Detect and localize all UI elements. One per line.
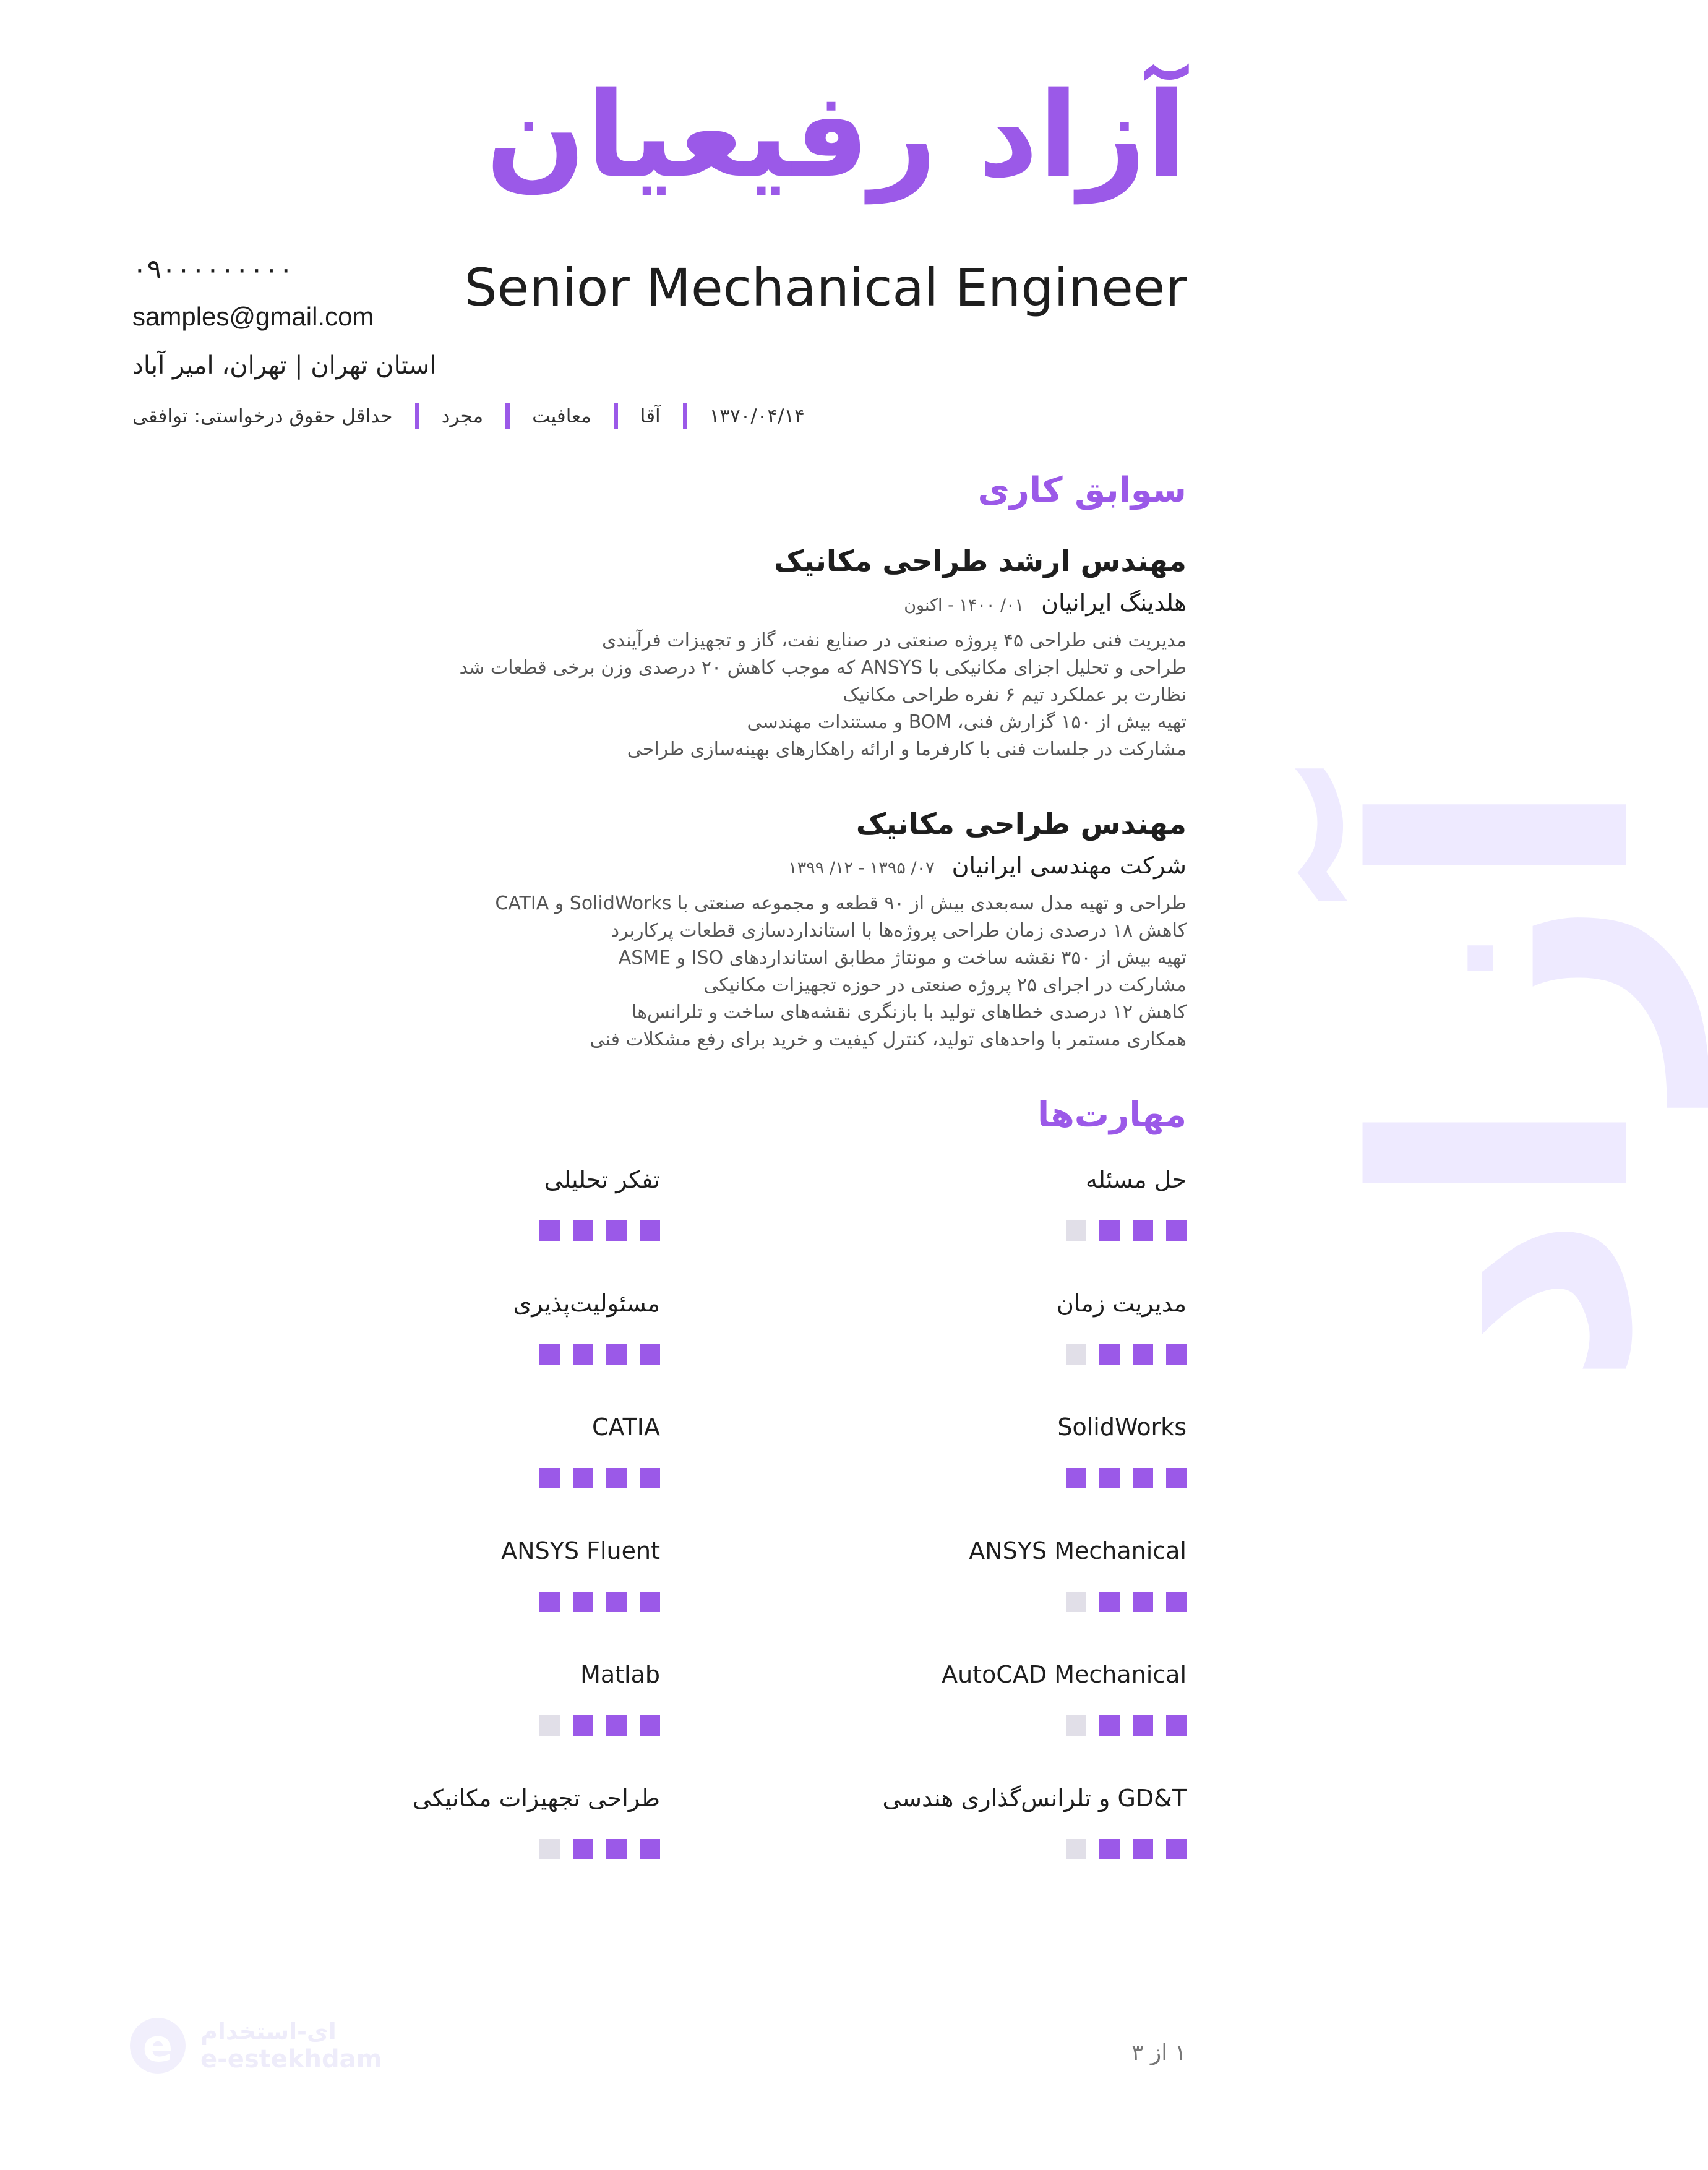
birth-date: ۱۳۷۰/۰۴/۱۴: [709, 405, 805, 427]
phone-number: ۰۹۰۰۰۰۰۰۰۰۰: [132, 254, 293, 285]
skill-level-square: [1166, 1839, 1187, 1859]
skill-level-meter: [1057, 1468, 1187, 1488]
skill-item: [539, 1166, 660, 1241]
job-bullet: طراحی و تهیه مدل سه‌بعدی بیش از ۹۰ قطعه و مجموعه صنعتی با SolidWorks و CATIA: [495, 893, 1187, 914]
skill-item: [882, 1785, 1187, 1859]
skill-level-square: [539, 1839, 560, 1859]
skill-item: [501, 1537, 660, 1612]
skill-level-square: [1066, 1468, 1086, 1488]
skill-name: حل مسئله: [1085, 1166, 1187, 1193]
job-bullet: کاهش ۱۸ درصدی زمان طراحی پروژه‌ها با استانداردسازی قطعات پرکاربرد: [611, 920, 1187, 941]
job-title: Senior Mechanical Engineer: [464, 257, 1187, 318]
separator: [683, 403, 687, 429]
skill-level-square: [1099, 1592, 1120, 1612]
page-number: ۱ از ۳: [1131, 2040, 1187, 2065]
skill-level-square: [640, 1715, 660, 1736]
logo-mark: e: [130, 2018, 186, 2074]
skill-name: SolidWorks: [1057, 1413, 1187, 1441]
gender: آقا: [640, 405, 661, 427]
job-entry: [320, 544, 1187, 763]
skill-level-square: [606, 1344, 627, 1365]
contact-block: [132, 254, 436, 401]
skill-item: [1057, 1413, 1187, 1488]
skill-level-meter: [413, 1839, 660, 1859]
skill-level-square: [1099, 1715, 1120, 1736]
skill-level-square: [1133, 1468, 1153, 1488]
job-role: مهندس ارشد طراحی مکانیک: [773, 544, 1187, 578]
skill-item: [539, 1661, 660, 1736]
skills-heading: مهارت‌ها: [1037, 1095, 1187, 1135]
skill-level-square: [606, 1839, 627, 1859]
job-bullet: همکاری مستمر با واحدهای تولید، کنترل کیفیت و خرید برای رفع مشکلات فنی: [590, 1029, 1187, 1050]
skill-level-square: [1166, 1468, 1187, 1488]
skill-level-square: [1166, 1715, 1187, 1736]
job-bullet: مشارکت در جلسات فنی با کارفرما و ارائه راهکارهای بهینه‌سازی طراحی: [627, 739, 1187, 760]
name-watermark: آزاد: [1305, 775, 1708, 1390]
skill-name: تفکر تحلیلی: [544, 1166, 660, 1193]
skill-name: CATIA: [592, 1413, 660, 1441]
skill-level-square: [640, 1344, 660, 1365]
skill-level-square: [573, 1592, 593, 1612]
logo-text-en: e-estekhdam: [200, 2045, 382, 2074]
skill-level-square: [539, 1592, 560, 1612]
skill-item: [513, 1290, 660, 1365]
skill-level-meter: [539, 1220, 660, 1241]
skill-level-square: [606, 1220, 627, 1241]
skill-level-square: [1133, 1715, 1153, 1736]
skill-level-square: [1066, 1592, 1086, 1612]
skill-level-square: [539, 1344, 560, 1365]
skill-level-meter: [1066, 1220, 1187, 1241]
skill-level-square: [539, 1468, 560, 1488]
skill-level-meter: [513, 1344, 660, 1365]
skill-level-square: [1099, 1839, 1120, 1859]
company-line: [320, 852, 1187, 888]
company-line: [320, 589, 1187, 625]
skill-level-meter: [882, 1839, 1187, 1859]
job-bullet: طراحی و تحلیل اجزای مکانیکی با ANSYS که موجب کاهش ۲۰ درصدی وزن برخی قطعات شد: [459, 657, 1187, 679]
skill-level-meter: [501, 1592, 660, 1612]
skill-level-square: [1133, 1839, 1153, 1859]
skill-level-square: [640, 1592, 660, 1612]
skill-item: [413, 1785, 660, 1859]
skill-level-square: [573, 1839, 593, 1859]
experience-heading: سوابق کاری: [977, 470, 1187, 510]
skill-level-square: [1099, 1468, 1120, 1488]
skill-level-square: [573, 1715, 593, 1736]
skill-level-square: [1133, 1220, 1153, 1241]
marital-status: مجرد: [441, 405, 484, 427]
separator: [614, 403, 618, 429]
skill-level-meter: [1057, 1344, 1187, 1365]
skill-level-square: [1133, 1344, 1153, 1365]
skill-level-square: [573, 1344, 593, 1365]
skill-name: GD&T و تلرانس‌گذاری هندسی: [882, 1785, 1187, 1812]
skill-level-square: [573, 1468, 593, 1488]
skill-level-square: [539, 1220, 560, 1241]
job-bullets: [320, 627, 1187, 763]
logo-text-fa: ای-استخدام: [200, 2018, 337, 2045]
skill-name: مدیریت زمان: [1056, 1290, 1187, 1317]
skill-name: Matlab: [580, 1661, 660, 1688]
footer-logo: [130, 2018, 382, 2074]
skill-item: [1066, 1166, 1187, 1241]
skill-level-square: [1066, 1220, 1086, 1241]
skill-level-square: [606, 1592, 627, 1612]
skill-level-square: [606, 1468, 627, 1488]
job-bullet: تهیه بیش از ۳۵۰ نقشه ساخت و مونتاژ مطابق استانداردهای ISO و ASME: [618, 947, 1187, 969]
skill-level-square: [1166, 1220, 1187, 1241]
skill-item: [942, 1661, 1187, 1736]
skill-level-meter: [539, 1715, 660, 1736]
skill-level-square: [640, 1468, 660, 1488]
separator: [505, 403, 510, 429]
salary-expectation: حداقل حقوق درخواستی: توافقی: [132, 405, 393, 427]
skill-level-meter: [969, 1592, 1187, 1612]
skill-level-square: [1099, 1344, 1120, 1365]
skill-level-meter: [539, 1468, 660, 1488]
separator: [415, 403, 419, 429]
job-bullet: نظارت بر عملکرد تیم ۶ نفره طراحی مکانیک: [843, 684, 1187, 706]
skill-level-square: [1099, 1220, 1120, 1241]
skill-level-square: [1166, 1344, 1187, 1365]
job-bullet: مدیریت فنی طراحی ۴۵ پروژه صنعتی در صنایع نفت، گاز و تجهیزات فرآیندی: [601, 630, 1187, 651]
skill-name: ANSYS Fluent: [501, 1537, 660, 1564]
job-bullet: مشارکت در اجرای ۲۵ پروژه صنعتی در حوزه تجهیزات مکانیکی: [703, 974, 1187, 996]
skill-item: [539, 1413, 660, 1488]
skill-level-square: [640, 1220, 660, 1241]
job-bullets: [320, 890, 1187, 1053]
military-status: معافیت: [532, 405, 591, 427]
job-entry: [320, 807, 1187, 1053]
job-bullet: کاهش ۱۲ درصدی خطاهای تولید با بازنگری نقشه‌های ساخت و تلرانس‌ها: [632, 1001, 1187, 1023]
skill-level-square: [1066, 1839, 1086, 1859]
skill-name: AutoCAD Mechanical: [942, 1661, 1187, 1688]
skill-level-square: [539, 1715, 560, 1736]
company-name: شرکت مهندسی ایرانیان: [951, 852, 1187, 879]
candidate-name: آزاد رفیعیان: [486, 67, 1187, 204]
skill-name: طراحی تجهیزات مکانیکی: [412, 1785, 660, 1812]
skill-level-square: [1166, 1592, 1187, 1612]
address: استان تهران | تهران، امیر آباد: [132, 351, 437, 380]
skill-level-square: [1066, 1715, 1086, 1736]
personal-info-row: [132, 403, 805, 429]
skill-level-square: [606, 1715, 627, 1736]
skill-level-square: [573, 1220, 593, 1241]
email-address: samples@gmail.com: [132, 302, 374, 331]
skill-item: [1057, 1290, 1187, 1365]
job-bullet: تهیه بیش از ۱۵۰ گزارش فنی، BOM و مستندات مهندسی: [747, 711, 1187, 733]
company-name: هلدینگ ایرانیان: [1041, 589, 1187, 616]
job-date: ۰۷/ ۱۳۹۵ - ۱۲/ ۱۳۹۹: [788, 859, 935, 878]
skill-level-square: [1133, 1592, 1153, 1612]
skill-level-square: [640, 1839, 660, 1859]
job-date: ۰۱/ ۱۴۰۰ - اکنون: [904, 596, 1024, 615]
job-role: مهندس طراحی مکانیک: [856, 807, 1187, 841]
skill-name: مسئولیت‌پذیری: [513, 1290, 660, 1317]
skill-name: ANSYS Mechanical: [969, 1537, 1187, 1564]
skill-item: [969, 1537, 1187, 1612]
skill-level-meter: [942, 1715, 1187, 1736]
skill-level-square: [1066, 1344, 1086, 1365]
